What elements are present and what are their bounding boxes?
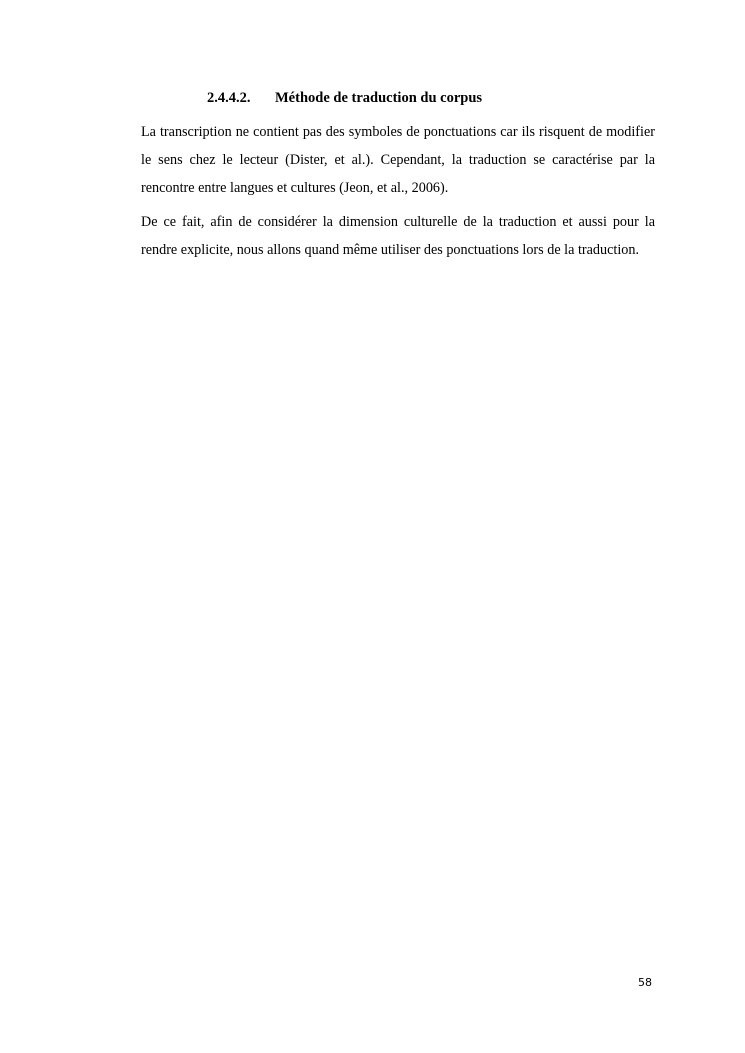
paragraph: De ce fait, afin de considérer la dimension culturelle de la traduction et aussi pour la rendre explicite, nous allons quand même utiliser des ponctuations lors de la traduction. (141, 214, 655, 258)
paragraph: La transcription ne contient pas des symboles de ponctuations car ils risquent de modifier le sens chez le lecteur (Dister, et al.). Cependant, la traduction se caractérise par la rencontre entre langues et cultures (Jeon, et al., 2006). (141, 124, 655, 196)
section-heading (207, 90, 482, 107)
section-number: 2.4.4.2. (207, 90, 251, 106)
section-title: Méthode de traduction du corpus (275, 90, 483, 106)
page-number: 58 (638, 976, 652, 989)
